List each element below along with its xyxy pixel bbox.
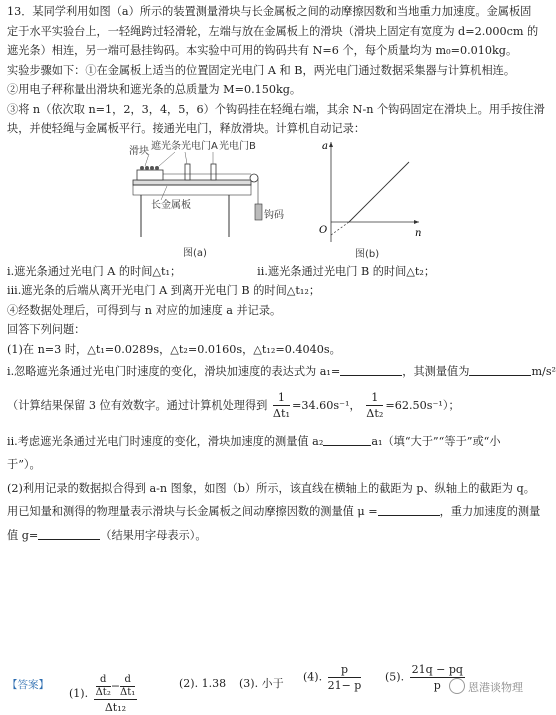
label-strip: 遮光条 (151, 140, 181, 152)
text-line (7, 362, 556, 382)
origin-label: O (319, 224, 328, 236)
figure-a-apparatus (127, 142, 287, 260)
q1-part-ii-text: a₁（填“大于”“等于”或“小 (371, 434, 501, 448)
y-axis-label: a (322, 140, 328, 152)
figure-b-graph (315, 136, 425, 264)
text-line: 定于水平实验台上，一轻绳跨过轻滑轮，左端与放在金属板上的滑块（滑块上固定有宽度为 d=2.000cm 的 (7, 24, 539, 38)
text-line: iii.遮光条的后端从离开光电门 A 到离开光电门 B 的时间△t₁₂； (7, 284, 321, 297)
text-line: ④经数据处理后，可得到与 n 对应的加速度 a 并记录。 (7, 303, 282, 317)
answer-section (7, 658, 529, 714)
text-line: (1)在 n=3 时，△t₁=0.0289s，△t₂=0.0160s，△t₁₂=0.4040s。 (7, 342, 341, 356)
unit-label: m/s² (531, 365, 556, 378)
fraction-1-over-dt1: $\frac{1}{\text{Δt₁}}$ (272, 391, 290, 420)
fraction-1-over-dt2: $\frac{1}{\text{Δt₂}}$ (366, 391, 384, 420)
q1-part-i-text: i.忽略遮光条通过光电门时速度的变化，滑块加速度的表达式为 a₁= (7, 365, 341, 378)
text-line: 遮光条）相连，另一端可悬挂钩码。本实验中可用的钩码共有 N=6 个，每个质量均为 m₀=0.010kg。 (7, 44, 518, 57)
answer-blank[interactable] (38, 527, 100, 540)
wechat-icon (449, 678, 465, 694)
answer-blank[interactable] (323, 433, 371, 446)
answer-blank[interactable] (378, 503, 440, 516)
text-line: (2)利用记录的数据拟合得到 a-n 图象，如图（b）所示，该直线在横轴上的截距为 p、纵轴上的截距为 q。 (7, 481, 535, 495)
label-gate-b: 光电门B (219, 140, 256, 152)
q1-part-i-text: ，其测量值为 (402, 365, 470, 378)
x-axis-label: n (415, 227, 422, 239)
fit-line-extension (331, 222, 349, 235)
question-body (7, 2, 556, 545)
answer-tag: 【答案】 (7, 679, 49, 691)
text-line: ③将 n（依次取 n=1，2，3，4，5，6）个钩码挂在轻绳右端，其余 N-n 个钩码固定在滑块上。用手按住滑 (7, 102, 545, 116)
figure-b-caption: 图(b) (355, 248, 380, 260)
answer-3: (3). 小于 (239, 677, 284, 690)
answer-2: (2). 1.38 (179, 677, 227, 690)
text-line (7, 526, 529, 546)
note-text: （计算结果保留 3 位有效数字。通过计算机处理得到 (7, 398, 268, 412)
step-i: i.遮光条通过光电门 A 的时间△t₁； (7, 264, 182, 278)
text-line (7, 262, 529, 282)
q2-text: 值 g= (7, 528, 39, 542)
q2-text: ，重力加速度的测量 (439, 505, 541, 518)
text-line (7, 502, 541, 522)
text-line: ②用电子秤称量出滑块和遮光条的总质量为 M=0.150kg。 (7, 83, 302, 96)
pulley (250, 174, 258, 182)
text-line: 实验步骤如下：①在金属板上适当的位置固定光电门 A 和 B，两光电门通过数据采集器与计算机相连。 (7, 63, 516, 77)
answer-4: (4). $\frac{p}{21- p}$ (303, 663, 362, 692)
text-line: 于”）。 (7, 458, 41, 471)
answer-5: (5). $\frac{21q - pq}{p}$ (385, 663, 463, 692)
label-gate-a: 光电门A (181, 140, 218, 152)
fit-line (349, 162, 409, 222)
watermark: 恩港谈物理 (449, 678, 523, 698)
slider-block (137, 170, 163, 180)
text-line (7, 388, 529, 424)
photogate-a (185, 164, 190, 180)
photogate-b (211, 164, 216, 180)
note-text: =34.60s⁻¹， (291, 398, 361, 412)
q2-text: 用已知量和测得的物理量表示滑块与长金属板之间动摩擦因数的测量值 μ = (7, 505, 378, 518)
text-line: 块，并使轻绳与金属板平行。接通光电门，释放滑块。计算机自动记录： (7, 122, 366, 135)
q1-part-ii-text: ii.考虑遮光条通过光电门时速度的变化，滑块加速度的测量值 a₂ (7, 434, 324, 448)
metal-plate (133, 180, 251, 185)
figures (7, 142, 529, 262)
text-line: 13．某同学利用如图（a）所示的装置测量滑块与长金属板之间的动摩擦因数和当地重力加速度。金属板固 (7, 5, 532, 18)
figure-a-caption: 图(a) (183, 247, 207, 259)
label-plate: 长金属板 (151, 199, 191, 211)
answer-blank[interactable] (340, 363, 402, 376)
note-text: =62.50s⁻¹）； (385, 398, 460, 412)
answer-blank[interactable] (469, 363, 531, 376)
q2-text: （结果用字母表示）。 (100, 528, 207, 542)
text-line: 回答下列问题： (7, 323, 86, 336)
label-weights: 钩码 (264, 209, 284, 221)
table-top (133, 185, 251, 195)
step-ii: ii.遮光条通过光电门 B 的时间△t₂； (257, 264, 436, 278)
label-slider: 滑块 (129, 145, 149, 157)
text-line (7, 432, 529, 452)
answer-1-fraction: $\frac{d}{\text{Δt₂}}$ − $\frac{d}{\text{Δt₁}}$ Δt₁₂ (95, 674, 136, 714)
hanging-weights (255, 204, 262, 220)
answer-1: (1). $\frac{d}{\text{Δt₂}}$ − $\frac{d}{\text{Δt₁}}$ Δt₁₂ (69, 674, 136, 714)
